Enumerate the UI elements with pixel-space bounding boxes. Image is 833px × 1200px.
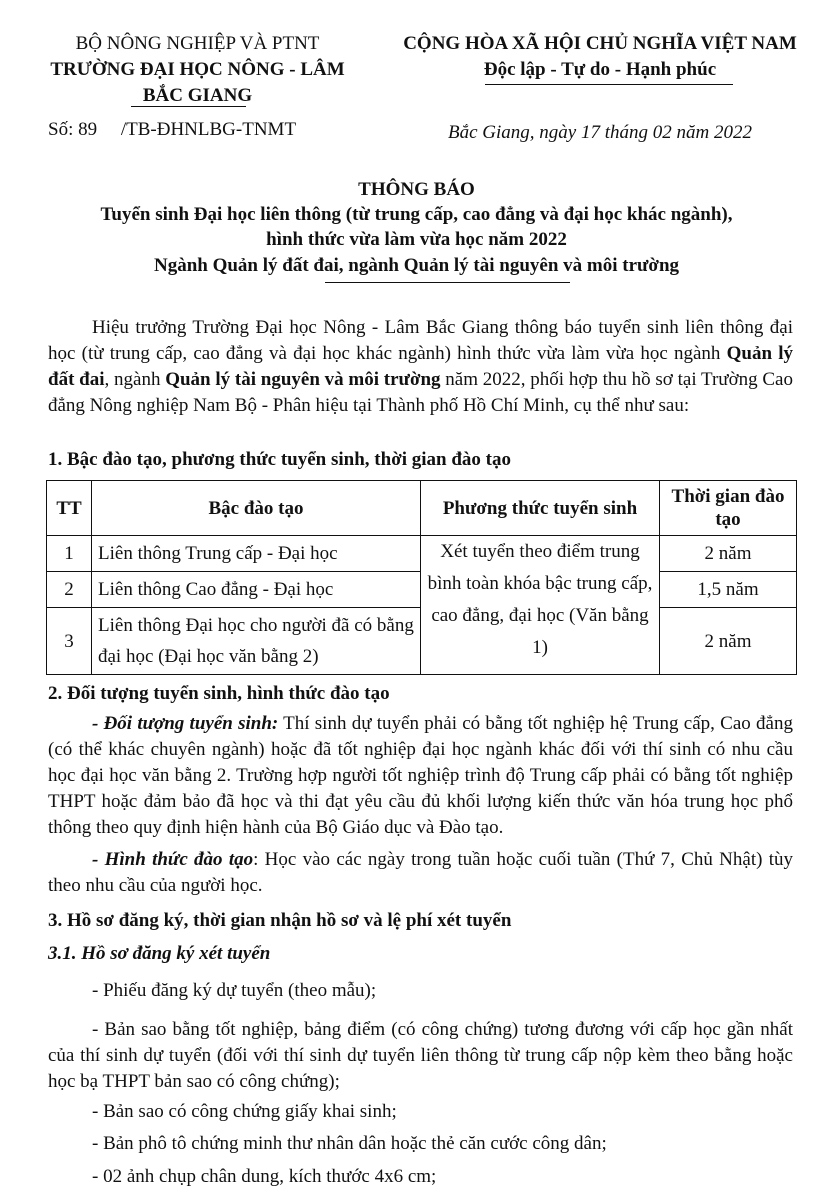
col-header-level: Bậc đào tạo bbox=[92, 481, 421, 536]
intro-major-2: Quản lý tài nguyên và môi trường bbox=[165, 369, 441, 390]
university-name: TRƯỜNG ĐẠI HỌC NÔNG - LÂM bbox=[50, 59, 345, 80]
title-underline bbox=[325, 282, 570, 283]
col-header-method: Phương thức tuyển sinh bbox=[421, 481, 660, 536]
training-table bbox=[46, 480, 797, 675]
notice-title: THÔNG BÁO bbox=[358, 179, 475, 200]
row-duration: 1,5 năm bbox=[660, 572, 797, 608]
form-label: - Hình thức đào tạo bbox=[92, 849, 254, 870]
intro-text-1: Hiệu trưởng Trường Đại học Nông - Lâm Bắc Giang thông báo tuyển sinh liên thông đại học (từ trung cấp, cao đẳng và đại học khác ngành) hình thức vừa làm vừa học ngành bbox=[48, 317, 793, 364]
list-item: - Bản sao bằng tốt nghiệp, bảng điểm (có công chứng) tương đương với cấp học gần nhất của thí sinh dự tuyển (đối với thí sinh dự tuyển liên thông từ trung cấp nộp kèm theo bằng hoặc học bạ THPT bản sao có công chứng); bbox=[48, 1019, 793, 1092]
list-item: - 02 ảnh chụp chân dung, kích thước 4x6 cm; bbox=[92, 1166, 437, 1187]
form-text: : Học vào các ngày trong tuần hoặc cuối tuần (Thứ 7, Chủ Nhật) tùy theo nhu cầu của người học. bbox=[48, 849, 793, 896]
motto: Độc lập - Tự do - Hạnh phúc bbox=[483, 59, 717, 80]
section-3-heading: 3. Hồ sơ đăng ký, thời gian nhận hồ sơ và lệ phí xét tuyển bbox=[48, 910, 512, 931]
place-date: Bắc Giang, ngày 17 tháng 02 năm 2022 bbox=[448, 122, 752, 143]
list-item: - Bản sao có công chứng giấy khai sinh; bbox=[92, 1101, 397, 1122]
table-header-row bbox=[47, 481, 797, 536]
intro-text-2: , ngành bbox=[104, 369, 166, 390]
university-city: BẮC GIANG bbox=[142, 85, 253, 106]
row-level: Liên thông Cao đẳng - Đại học bbox=[92, 572, 421, 608]
table-row bbox=[47, 536, 797, 572]
section-2-heading: 2. Đối tượng tuyển sinh, hình thức đào tạo bbox=[48, 683, 390, 704]
target-text: Thí sinh dự tuyển phải có bằng tốt nghiệp hệ Trung cấp, Cao đẳng (có thể khác chuyên ngành) hoặc đã tốt nghiệp đại học ngành khác đối với thí sinh có nhu cầu học đại học văn bằng 2. Trường hợp người tốt nghiệp trình độ Trung cấp phải có bằng tốt nghiệp THPT hoặc đảm bảo đã học và thi đạt yêu cầu đủ khối lượng kiến thức văn hóa trung học phổ thông theo quy định hiện hành của Bộ Giáo dục và Đào tạo. bbox=[48, 713, 793, 838]
notice-subtitle-3: Ngành Quản lý đất đai, ngành Quản lý tài nguyên và môi trường bbox=[153, 255, 680, 276]
form-paragraph bbox=[48, 847, 793, 899]
section-1-heading: 1. Bậc đào tạo, phương thức tuyển sinh, thời gian đào tạo bbox=[48, 449, 511, 470]
left-underline bbox=[131, 106, 246, 107]
list-item: - Phiếu đăng ký dự tuyển (theo mẫu); bbox=[92, 980, 377, 1001]
col-header-duration: Thời gian đào tạo bbox=[660, 481, 797, 536]
row-duration: 2 năm bbox=[660, 536, 797, 572]
target-label: - Đối tượng tuyển sinh: bbox=[92, 713, 279, 734]
row-method: Xét tuyển theo điểm trung bình toàn khóa bậc trung cấp, cao đẳng, đại học (Văn bằng 1) bbox=[421, 536, 660, 675]
notice-subtitle-1: Tuyển sinh Đại học liên thông (từ trung cấp, cao đẳng và đại học khác ngành), bbox=[100, 204, 733, 225]
row-duration: 2 năm bbox=[660, 608, 797, 675]
intro-major-1: Quản lý đất đai bbox=[48, 343, 793, 390]
document-number: Số: 89 /TB-ĐHNLBG-TNMT bbox=[48, 119, 297, 140]
notice-subtitle-2: hình thức vừa làm vừa học năm 2022 bbox=[266, 229, 567, 250]
motto-underline bbox=[485, 84, 733, 85]
nation-title: CỘNG HÒA XÃ HỘI CHỦ NGHĨA VIỆT NAM bbox=[403, 33, 797, 54]
intro-text-3: năm 2022, phối hợp thu hồ sơ tại Trường Cao đẳng Nông nghiệp Nam Bộ - Phân hiệu tại Thành phố Hồ Chí Minh, cụ thể như sau: bbox=[48, 369, 793, 416]
row-level: Liên thông Đại học cho người đã có bằng đại học (Đại học văn bằng 2) bbox=[92, 608, 421, 675]
col-header-tt: TT bbox=[47, 481, 92, 536]
target-paragraph bbox=[48, 711, 793, 841]
list-item: - Bản phô tô chứng minh thư nhân dân hoặc thẻ căn cước công dân; bbox=[92, 1133, 607, 1154]
row-tt: 2 bbox=[47, 572, 92, 608]
section-3-1-heading: 3.1. Hồ sơ đăng ký xét tuyển bbox=[48, 943, 271, 964]
row-tt: 1 bbox=[47, 536, 92, 572]
row-tt: 3 bbox=[47, 608, 92, 675]
intro-paragraph bbox=[48, 315, 793, 419]
ministry-name: BỘ NÔNG NGHIỆP VÀ PTNT bbox=[75, 33, 320, 54]
row-level: Liên thông Trung cấp - Đại học bbox=[92, 536, 421, 572]
